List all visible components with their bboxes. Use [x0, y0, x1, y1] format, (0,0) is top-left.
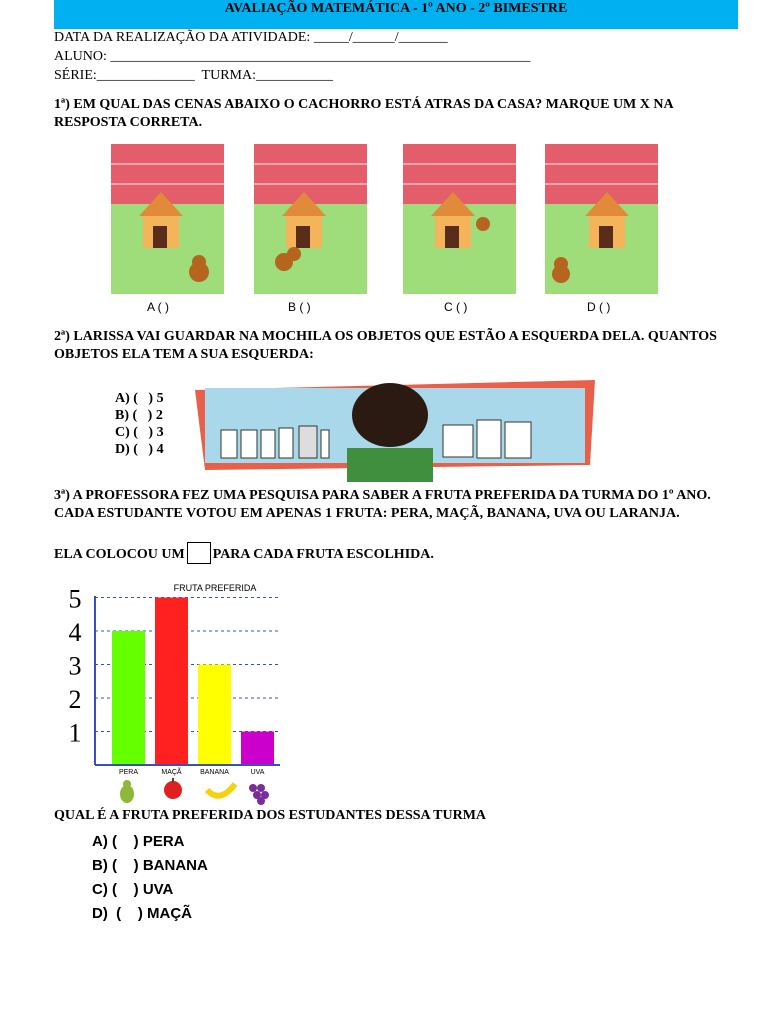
question-3-prompt: QUAL É A FRUTA PREFERIDA DOS ESTUDANTES DESSA TURMA: [54, 808, 487, 823]
q2-option-c[interactable]: C) ( ) 3: [115, 425, 164, 440]
header-banner: [54, 0, 738, 29]
question-3-text: 3ª) A PROFESSORA FEZ UMA PESQUISA PARA SABER A FRUTA PREFERIDA DA TURMA DO 1º ANO. CADA ESTUDANTE VOTOU EM APENAS 1 FRUTA: PERA, MAÇÃ, BANANA, UVA OU LARANJA.: [54, 488, 711, 521]
q2-option-b[interactable]: B) ( ) 2: [115, 408, 163, 423]
q3-option-c[interactable]: C) ( ) UVA: [92, 881, 174, 898]
question-3-line2: ELA COLOCOU UM PARA CADA FRUTA ESCOLHIDA.: [54, 542, 744, 564]
q3-option-d[interactable]: D) ( ) MAÇÃ: [92, 905, 192, 922]
bar-maçã: [155, 598, 188, 766]
fruit-chart: [55, 578, 285, 813]
square-symbol: [187, 542, 211, 564]
y-tick-label: 5: [68, 584, 82, 614]
scene-c-image: [403, 144, 516, 294]
question-1-text: 1ª) EM QUAL DAS CENAS ABAIXO O CACHORRO ESTÁ ATRAS DA CASA? MARQUE UM X NA RESPOSTA CORRETA.: [54, 97, 673, 130]
fruit-chart-svg: [55, 578, 285, 808]
y-tick-label: 3: [68, 651, 82, 681]
banana-icon: [207, 784, 235, 796]
y-tick-label: 4: [68, 618, 82, 647]
student-line: ALUNO: ____________________________________________________________: [54, 49, 531, 64]
q2-option-d[interactable]: D) ( ) 4: [115, 442, 164, 457]
q2-option-a[interactable]: A) ( ) 5: [115, 391, 164, 406]
x-category-label: MAÇÃ: [161, 769, 182, 776]
date-line: DATA DA REALIZAÇÃO DA ATIVIDADE: _____/______/_______: [54, 30, 448, 45]
option-a-label[interactable]: A ( ): [147, 300, 170, 314]
option-d-label[interactable]: D ( ): [587, 300, 611, 314]
x-category-label: UVA: [250, 769, 265, 776]
question-2-text: 2ª) LARISSA VAI GUARDAR NA MOCHILA OS OBJETOS QUE ESTÃO A ESQUERDA DELA. QUANTOS OBJETOS ELA TEM A SUA ESQUERDA:: [54, 329, 717, 362]
scene-a-image: [111, 144, 224, 294]
grapes-icon: [249, 784, 269, 805]
scene-d-image: [545, 144, 658, 294]
option-b-label[interactable]: B ( ): [288, 300, 311, 314]
chart-title: FRUTA PREFERIDA: [173, 583, 257, 593]
x-category-label: BANANA: [200, 769, 229, 776]
q3-option-b[interactable]: B) ( ) BANANA: [92, 857, 208, 874]
series-line: SÉRIE:______________ TURMA:___________: [54, 68, 333, 83]
bar-uva: [241, 732, 274, 766]
option-c-label[interactable]: C ( ): [444, 300, 468, 314]
pear-icon: [120, 780, 134, 803]
apple-icon: [164, 778, 182, 799]
q3-option-a[interactable]: A) ( ) PERA: [92, 833, 185, 850]
y-tick-label: 2: [68, 685, 82, 714]
girl-at-table-image: [185, 370, 605, 490]
page-title: AVALIAÇÃO MATEMÁTICA - 1º ANO - 2º BIMESTRE: [224, 1, 568, 16]
x-category-label: PERA: [118, 769, 139, 776]
bar-banana: [198, 665, 231, 766]
scene-b-image: [254, 144, 367, 294]
y-tick-label: 1: [68, 718, 82, 748]
bar-pera: [112, 631, 145, 765]
